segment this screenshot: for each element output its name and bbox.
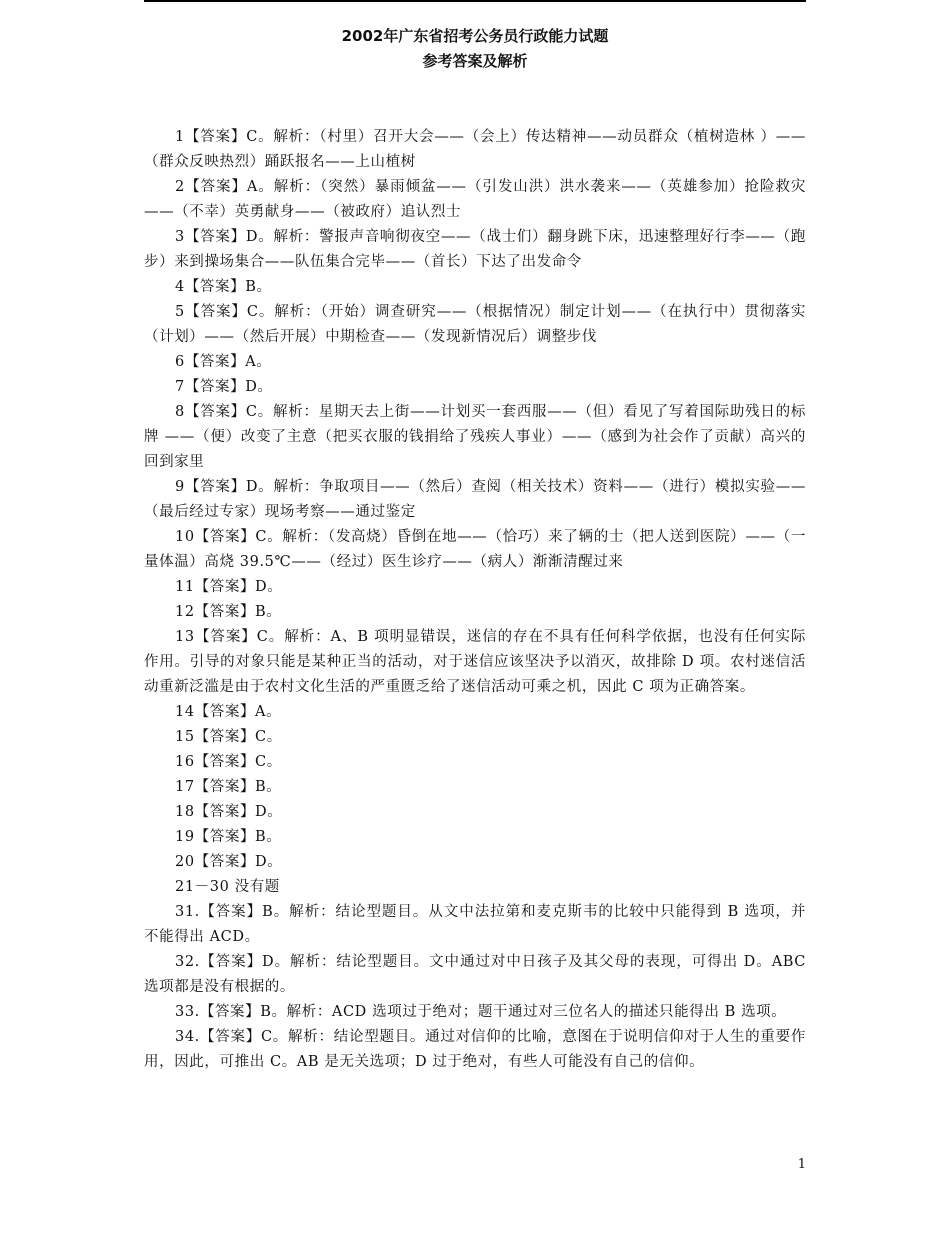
- answer-14: 14【答案】A。: [175, 704, 282, 720]
- answer-16: 16【答案】C。: [175, 754, 282, 770]
- answer-8: 8【答案】C。解析：星期天去上街——计划买一套西服——（但）看见了写着国际助残日的标牌 ——（便）改变了主意（把买衣服的钱捐给了残疾人事业）——（感到为社会作了贡献）高兴的回到家里: [144, 404, 806, 470]
- answer-7: 7【答案】D。: [175, 379, 273, 395]
- answer-15: 15【答案】C。: [175, 729, 282, 745]
- answer-34: 34.【答案】C。解析：结论型题目。通过对信仰的比喻，意图在于说明信仰对于人生的重要作用，因此，可推出 C。AB 是无关选项；D 过于绝对，有些人可能没有自己的信仰。: [144, 1029, 806, 1070]
- answer-17: 17【答案】B。: [175, 779, 282, 795]
- answer-10: 10【答案】C。解析：（发高烧）昏倒在地——（恰巧）来了辆的士（把人送到医院）——（一量体温）高烧 39.5℃——（经过）医生诊疗——（病人）渐渐清醒过来: [144, 529, 806, 570]
- answer-20: 20【答案】D。: [175, 854, 283, 870]
- answer-32: 32.【答案】D。解析：结论型题目。文中通过对中日孩子及其父母的表现，可得出 D。ABC 选项都是没有根据的。: [144, 954, 806, 995]
- answer-4: 4【答案】B。: [175, 279, 272, 295]
- answer-33: 33.【答案】B。解析：ACD 选项过于绝对；题干通过对三位名人的描述只能得出 B 选项。: [175, 1004, 787, 1020]
- answer-content: [144, 125, 806, 1075]
- answer-19: 19【答案】B。: [175, 829, 282, 845]
- header-rule: [144, 0, 806, 2]
- answer-3: 3【答案】D。解析：警报声音响彻夜空——（战士们）翻身跳下床，迅速整理好行李——（跑步）来到操场集合——队伍集合完毕——（首长）下达了出发命令: [144, 229, 806, 270]
- answer-9: 9【答案】D。解析：争取项目——（然后）查阅（相关技术）资料——（进行）模拟实验——（最后经过专家）现场考察——通过鉴定: [144, 479, 806, 520]
- answer-12: 12【答案】B。: [175, 604, 282, 620]
- page-number: 1: [797, 1157, 806, 1172]
- document-subtitle: 参考答案及解析: [422, 52, 528, 70]
- answer-31: 31.【答案】B。解析：结论型题目。从文中法拉第和麦克斯韦的比较中只能得到 B 选项，并不能得出 ACD。: [144, 904, 806, 945]
- answer-5: 5【答案】C。解析：（开始）调查研究——（根据情况）制定计划——（在执行中）贯彻落实（计划）——（然后开展）中期检查——（发现新情况后）调整步伐: [144, 304, 806, 345]
- answer-2: 2【答案】A。解析：（突然）暴雨倾盆——（引发山洪）洪水袭来——（英雄参加）抢险救灾——（不幸）英勇献身——（被政府）追认烈士: [144, 179, 806, 220]
- title-block: [144, 24, 806, 74]
- answer-13: 13【答案】C。解析：A、B 项明显错误，迷信的存在不具有任何科学依据，也没有任何实际作用。引导的对象只能是某种正当的活动，对于迷信应该坚决予以消灭，故排除 D 项。农村迷信活动重新泛滥是由于农村文化生活的严重匮乏给了迷信活动可乘之机，因此 C 项为正确答案。: [144, 629, 806, 695]
- answer-11: 11【答案】D。: [175, 579, 283, 595]
- answer-21-30: 21－30 没有题: [175, 879, 280, 895]
- answer-6: 6【答案】A。: [175, 354, 272, 370]
- answer-1: 1【答案】C。解析：（村里）召开大会——（会上）传达精神——动员群众（植树造林 ）——（群众反映热烈）踊跃报名——上山植树: [144, 129, 806, 170]
- document-title: 2002年广东省招考公务员行政能力试题: [341, 27, 609, 45]
- answer-18: 18【答案】D。: [175, 804, 283, 820]
